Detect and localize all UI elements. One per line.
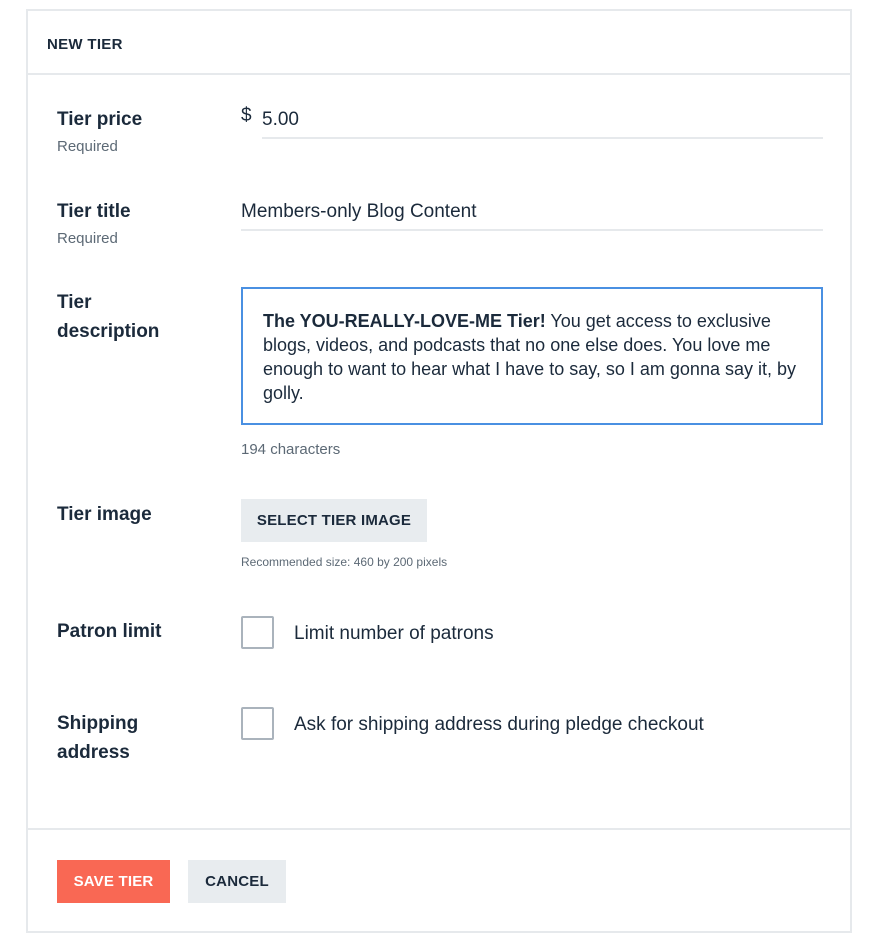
tier-description-label-line2: description bbox=[57, 321, 160, 342]
shipping-address-checkbox[interactable] bbox=[241, 707, 274, 740]
tier-image-label: Tier image bbox=[57, 504, 152, 525]
tier-description-editor[interactable] bbox=[241, 287, 823, 425]
description-bold-text: The YOU-REALLY-LOVE-ME Tier! bbox=[263, 311, 546, 331]
tier-description-label-line1: Tier bbox=[57, 292, 92, 313]
patron-limit-checkbox[interactable] bbox=[241, 616, 274, 649]
tier-price-input[interactable] bbox=[262, 103, 823, 139]
tier-title-required: Required bbox=[57, 230, 118, 247]
tier-price-required: Required bbox=[57, 138, 118, 155]
currency-symbol: $ bbox=[241, 105, 252, 126]
cancel-button[interactable]: CANCEL bbox=[188, 860, 286, 903]
footer-divider bbox=[28, 828, 850, 830]
patron-limit-label: Patron limit bbox=[57, 621, 162, 642]
recommended-size-hint: Recommended size: 460 by 200 pixels bbox=[241, 555, 448, 569]
shipping-address-checkbox-label[interactable]: Ask for shipping address during pledge checkout bbox=[294, 714, 704, 735]
patron-limit-checkbox-label[interactable]: Limit number of patrons bbox=[294, 623, 494, 644]
shipping-address-label-line1: Shipping bbox=[57, 713, 139, 734]
page-title: NEW TIER bbox=[47, 36, 123, 53]
character-count: 194 characters bbox=[241, 441, 341, 458]
tier-title-label: Tier title bbox=[57, 201, 131, 222]
new-tier-card bbox=[26, 9, 852, 933]
description-text: You get access to exclusive blogs, videos, and podcasts that no one else does. You love me enough to want to hear what I have to say, so I am gonna say it, by golly. bbox=[263, 311, 796, 403]
shipping-address-label-line2: address bbox=[57, 742, 130, 763]
tier-title-input[interactable] bbox=[241, 195, 823, 231]
tier-price-label: Tier price bbox=[57, 109, 143, 130]
card-header bbox=[28, 11, 850, 75]
select-tier-image-button[interactable]: SELECT TIER IMAGE bbox=[241, 499, 427, 542]
save-tier-button[interactable]: SAVE TIER bbox=[57, 860, 170, 903]
